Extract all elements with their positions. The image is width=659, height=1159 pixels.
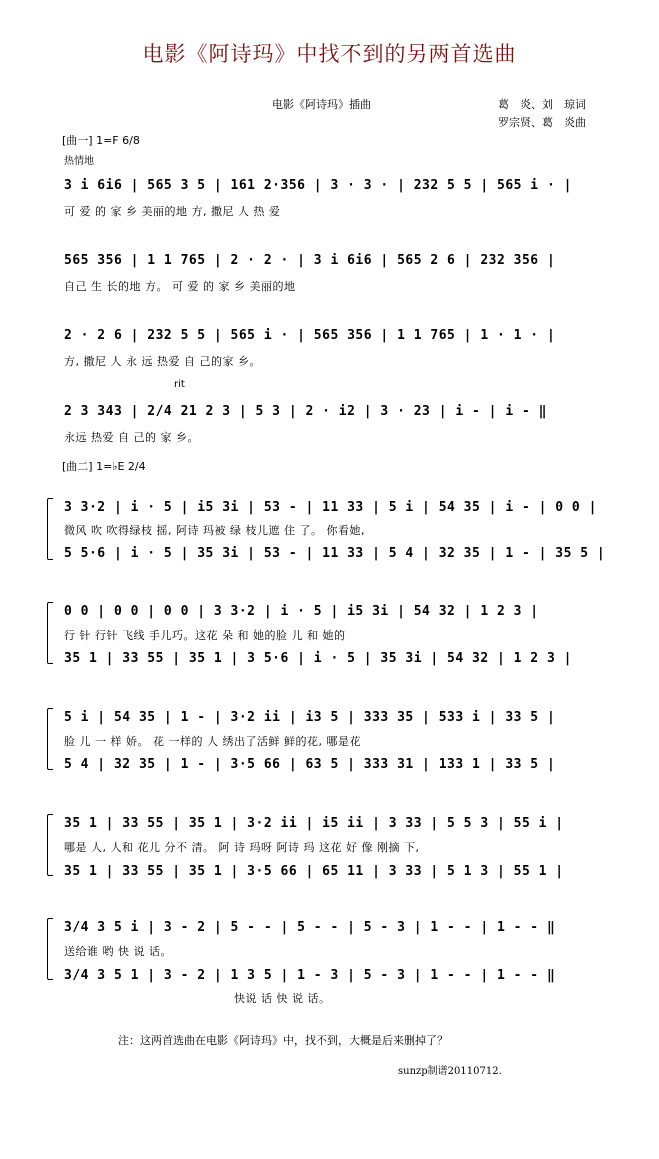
- song1-row2-lyrics: 自己 生 长的地 方。 可 爱 的 家 乡 美丽的地: [64, 280, 296, 293]
- song2-label: [曲二] 1=♭E 2/4: [62, 460, 146, 473]
- song2-sys1-lower: 5 5·6 | i · 5 | 35 3i | 53 - | 11 33 | 5 4 | 32 35 | 1 - | 35 5 |: [64, 546, 606, 561]
- song2-sys5-lyrics2: 快说 话 快 说 话。: [234, 992, 331, 1005]
- song1-row1-notes: 3 i 6i6 | 565 3 5 | 161 2·356 | 3 · 3 · | 232 5 5 | 565 i · |: [64, 178, 572, 193]
- song2-sys2-lower: 35 1 | 33 55 | 35 1 | 3 5·6 | i · 5 | 35 3i | 54 32 | 1 2 3 |: [64, 651, 572, 666]
- song2-sys3-lyrics: 脸 儿 一 样 娇。 花 一样的 人 绣出了活鲜 鲜的花, 哪是花: [64, 735, 361, 748]
- song2-sys2-lyrics: 行 针 行针 飞线 手儿巧。这花 朵 和 她的脸 儿 和 她的: [64, 629, 346, 642]
- footnote: 注：这两首选曲在电影《阿诗玛》中，找不到，大概是后来删掉了？: [118, 1034, 448, 1047]
- song2-sys4-lyrics: 哪是 人, 人和 花儿 分不 清。 阿 诗 玛呀 阿诗 玛 这花 好 像 刚摘 下,: [64, 841, 420, 854]
- song2-sys1-lyrics: 微风 吹 吹得绿枝 摇, 阿诗 玛被 绿 枝儿遮 住 了。 你看她,: [64, 524, 365, 537]
- song2-sys3-lower: 5 4 | 32 35 | 1 - | 3·5 66 | 63 5 | 333 31 | 133 1 | 33 5 |: [64, 757, 556, 772]
- credit: sunzp制谱20110712.: [398, 1066, 502, 1077]
- song2-sys3-upper: 5 i | 54 35 | 1 - | 3·2 ii | i3 5 | 333 35 | 533 i | 33 5 |: [64, 710, 556, 725]
- song2-sys2-upper: 0 0 | 0 0 | 0 0 | 3 3·2 | i · 5 | i5 3i | 54 32 | 1 2 3 |: [64, 604, 539, 619]
- song2-sys5-lyrics: 送给谁 哟 快 说 话。: [64, 945, 172, 958]
- system-bracket: [47, 814, 53, 876]
- system-bracket: [47, 918, 53, 980]
- system-bracket: [47, 602, 53, 664]
- song2-sys1-upper: 3 3·2 | i · 5 | i5 3i | 53 - | 11 33 | 5 i | 54 35 | i - | 0 0 |: [64, 500, 597, 515]
- song1-label: [曲一] 1=F 6/8: [62, 134, 140, 147]
- lyricists: 葛 炎、刘 琼词: [498, 98, 586, 111]
- song2-sys4-lower: 35 1 | 33 55 | 35 1 | 3·5 66 | 65 11 | 3 33 | 5 1 3 | 55 1 |: [64, 864, 564, 879]
- page-title: 电影《阿诗玛》中找不到的另两首选曲: [142, 42, 517, 66]
- system-bracket: [47, 498, 53, 560]
- song1-row3-lyrics: 方, 撒尼 人 永 远 热爱 自 己的家 乡。: [64, 355, 261, 368]
- song1-row4-notes: 2 3 343 | 2/4 21 2 3 | 5 3 | 2 · i2 | 3 · 23 | i - | i - ‖: [64, 404, 547, 419]
- system-bracket: [47, 708, 53, 770]
- song1-row2-notes: 565 356 | 1 1 765 | 2 · 2 · | 3 i 6i6 | 565 2 6 | 232 356 |: [64, 253, 556, 268]
- song1-row3-notes: 2 · 2 6 | 232 5 5 | 565 i · | 565 356 | 1 1 765 | 1 · 1 · |: [64, 328, 556, 343]
- composers: 罗宗贤、葛 炎曲: [498, 116, 586, 129]
- song2-sys5-lower: 3/4 3 5 1 | 3 - 2 | 1 3 5 | 1 - 3 | 5 - 3 | 1 - - | 1 - - ‖: [64, 968, 556, 983]
- song1-row4-lyrics: 永远 热爱 自 己的 家 乡。: [64, 431, 199, 444]
- song1-row1-lyrics: 可 爱 的 家 乡 美丽的地 方, 撒尼 人 热 爱: [64, 205, 281, 218]
- song2-sys5-upper: 3/4 3 5 i | 3 - 2 | 5 - - | 5 - - | 5 - 3 | 1 - - | 1 - - ‖: [64, 920, 556, 935]
- subtitle: 电影《阿诗玛》插曲: [272, 98, 371, 111]
- song2-sys4-upper: 35 1 | 33 55 | 35 1 | 3·2 ii | i5 ii | 3 33 | 5 5 3 | 55 i |: [64, 816, 564, 831]
- rit-mark: rit: [174, 379, 185, 390]
- song1-tempo: 热情地: [64, 156, 94, 167]
